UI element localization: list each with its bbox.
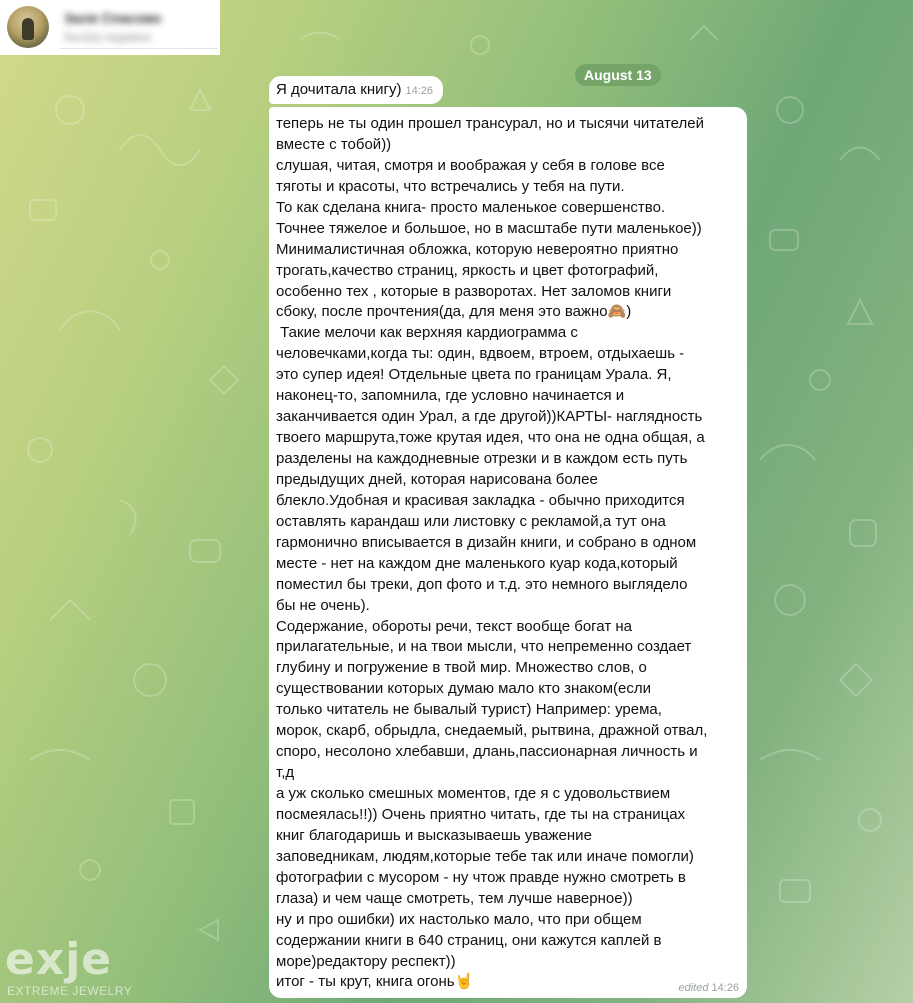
message-bubble[interactable] bbox=[269, 107, 747, 998]
contact-name: Заля Спасово bbox=[64, 10, 162, 26]
message-text: Я дочитала книгу) bbox=[276, 81, 402, 98]
watermark-logo bbox=[5, 936, 135, 1000]
message-time: 14:26 bbox=[711, 982, 739, 994]
contact-status: был(а) недавно bbox=[64, 30, 151, 44]
message-text: теперь не ты один прошел трансурал, но и тысячи читателей вместе с тобой)) слушая, читая, смотря и воображая у себя в голове все тяготы и красоты, что встречались у тебя на пути. То как сделана книга- просто маленькое совершенство. Точнее тяжелое и большое, но в масштабе пути маленькое)) Минималистичная обложка, которую невероятно приятно трогать,качество страниц, яркость и цвет фотографий, особенно тех , которые в разворотах. Нет заломов книги сбоку, после прочтения(да, для меня это важно🙈) Такие мелочи как верхняя кардиограмма с человечками,когда ты: один, вдвоем, втроем, отдыхаешь - это супер идея! Отдельные цвета по границам Урала. Я, наконец-то, запомнила, где условно начинается и заканчивается один Урал, а где другой))КАРТЫ- наглядность твоего маршрута,тоже крутая идея, что она не одна общая, а разделены на каждодневные отрезки и в каждом есть путь предыдущих дней, которая нарисована более блекло.Удобная и красивая закладка - обычно приходится оставлять карандаш или листовку с рекламой,а тут она гармонично вписывается в дизайн книги, и собрано в одном месте - нет на каждом дне маленького куар кода,который поместил бы треки, доп фото и т.д. это немного выглядело бы не очень). Содержание, обороты речи, текст вообще богат на прилагательные, и на твои мысли, что непременно создает глубину и погружение в твой мир. Множество слов, о существовании которых думаю мало кто знаком(если только читатель не бывалый турист) Например: урема, морок, скарб, обрыдла, снедаемый, рытвина, дражной отвал, споро, несолоно хлебавши, длань,пассионарная личность и т,д а уж сколько смешных моментов, где я с удовольствием посмеялась!!)) Очень приятно читать, где ты на страницах книг благодаришь и высказываешь уважение заповедникам, людям,которые тебе так или иначе помогли) фотографии с мусором - ну чтож правде нужно смотреть в глаза) и чем чаще смотреть, тем лучше наверное)) ну и про ошибки) их настолько мало, что при общем содержании книги в 640 страниц, они кажутся каплей в море)редактору респект)) итог - ты крут, книга огонь🤘 bbox=[276, 115, 708, 991]
message-time: 14:26 bbox=[405, 85, 433, 97]
message-bubble[interactable] bbox=[269, 76, 443, 104]
avatar[interactable] bbox=[7, 6, 49, 48]
watermark-logo-text: exje bbox=[5, 934, 113, 985]
message-meta bbox=[678, 982, 739, 994]
edited-label: edited bbox=[678, 982, 709, 994]
date-separator: August 13 bbox=[575, 64, 661, 86]
watermark-subtitle: EXTREME JEWELRY bbox=[7, 984, 133, 998]
chat-header[interactable] bbox=[0, 0, 220, 55]
